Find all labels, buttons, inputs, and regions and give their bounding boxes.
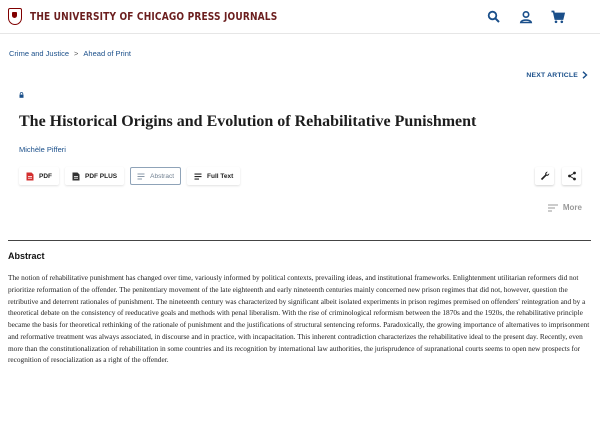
article-tools: [535, 167, 581, 185]
header-icons: [486, 9, 566, 25]
author-link[interactable]: Michèle Pifferi: [19, 145, 66, 154]
lines-icon: [194, 172, 202, 181]
share-icon: [567, 171, 577, 181]
breadcrumb: [9, 49, 131, 58]
article-title: The Historical Origins and Evolution of Rehabilitative Punishment: [19, 113, 477, 130]
breadcrumb-separator: >: [74, 49, 79, 58]
share-button[interactable]: [562, 167, 581, 185]
chevron-right-icon: [582, 71, 588, 79]
brand-name: THE UNIVERSITY OF CHICAGO PRESS JOURNALS: [30, 10, 278, 23]
section-divider: [8, 240, 591, 241]
wrench-icon: [540, 171, 550, 181]
full-text-label: Full Text: [207, 172, 234, 180]
abstract-body: The notion of rehabilitative punishment has changed over time, variously informed by political contexts, prevailing ideas, and institutional frameworks. Enlightenment utilitarian reformers did not prioritize reformation of the offender. The penitentiary movement of the late eighteenth and early nineteenth centuries mainly concerned new prison regimes that did not, however, question the retributive and deterrent rationales of punishment. The nineteenth century was characterized by significant albeit isolated experiments in prison regimes premised on offenders' reintegration and by a theoretical debate on the consistency of reeducative goals and methods with penal liberalism. With the rise of criminological reformism between the 1870s and the 1920s, the rehabilitative principle became the basis for theoretical rethinking of the rationale of punishment and the justifications of structural sentencing reforms. Paradoxically, the growing importance of alternatives to imprisonment and reformative treatment was always associated, in discourse and in practice, with incapacitation. This inherent contradiction characterizes the rehabilitative ideal to the present day. Recently, even more than the constitutionalization of rehabilitation in some countries and its recognition by international law authorities, the jurisprudence of supranational courts seems to open new prospects for recognition of resocialization as a right of the offender.: [8, 273, 590, 365]
pdf-icon: [26, 172, 34, 181]
tools-button[interactable]: [535, 167, 554, 185]
more-toggle[interactable]: [548, 203, 582, 212]
cart-icon[interactable]: [550, 9, 566, 25]
site-header: [0, 0, 600, 34]
breadcrumb-item-issue[interactable]: Ahead of Print: [83, 49, 131, 58]
pdf-plus-label: PDF PLUS: [85, 172, 118, 180]
abstract-tab-label: Abstract: [150, 172, 174, 180]
menu-lines-icon: [548, 204, 558, 212]
pdf-button[interactable]: [19, 167, 59, 185]
lock-icon: [19, 92, 24, 98]
abstract-tab[interactable]: [130, 167, 181, 185]
abstract-heading: Abstract: [8, 251, 45, 261]
lines-icon: [137, 172, 145, 181]
pdf-label: PDF: [39, 172, 52, 180]
pdf-plus-button[interactable]: [65, 167, 124, 185]
full-text-tab[interactable]: [187, 167, 240, 185]
article-actions: [19, 167, 240, 185]
site-logo[interactable]: [8, 8, 332, 25]
search-icon[interactable]: [486, 9, 502, 25]
more-label: More: [562, 203, 582, 212]
account-icon[interactable]: [518, 9, 534, 25]
breadcrumb-item-journal[interactable]: Crime and Justice: [9, 49, 70, 58]
document-icon: [72, 172, 80, 181]
university-seal-icon: [8, 8, 22, 25]
next-article-link[interactable]: [526, 71, 588, 79]
next-article-label: NEXT ARTICLE: [526, 71, 578, 79]
